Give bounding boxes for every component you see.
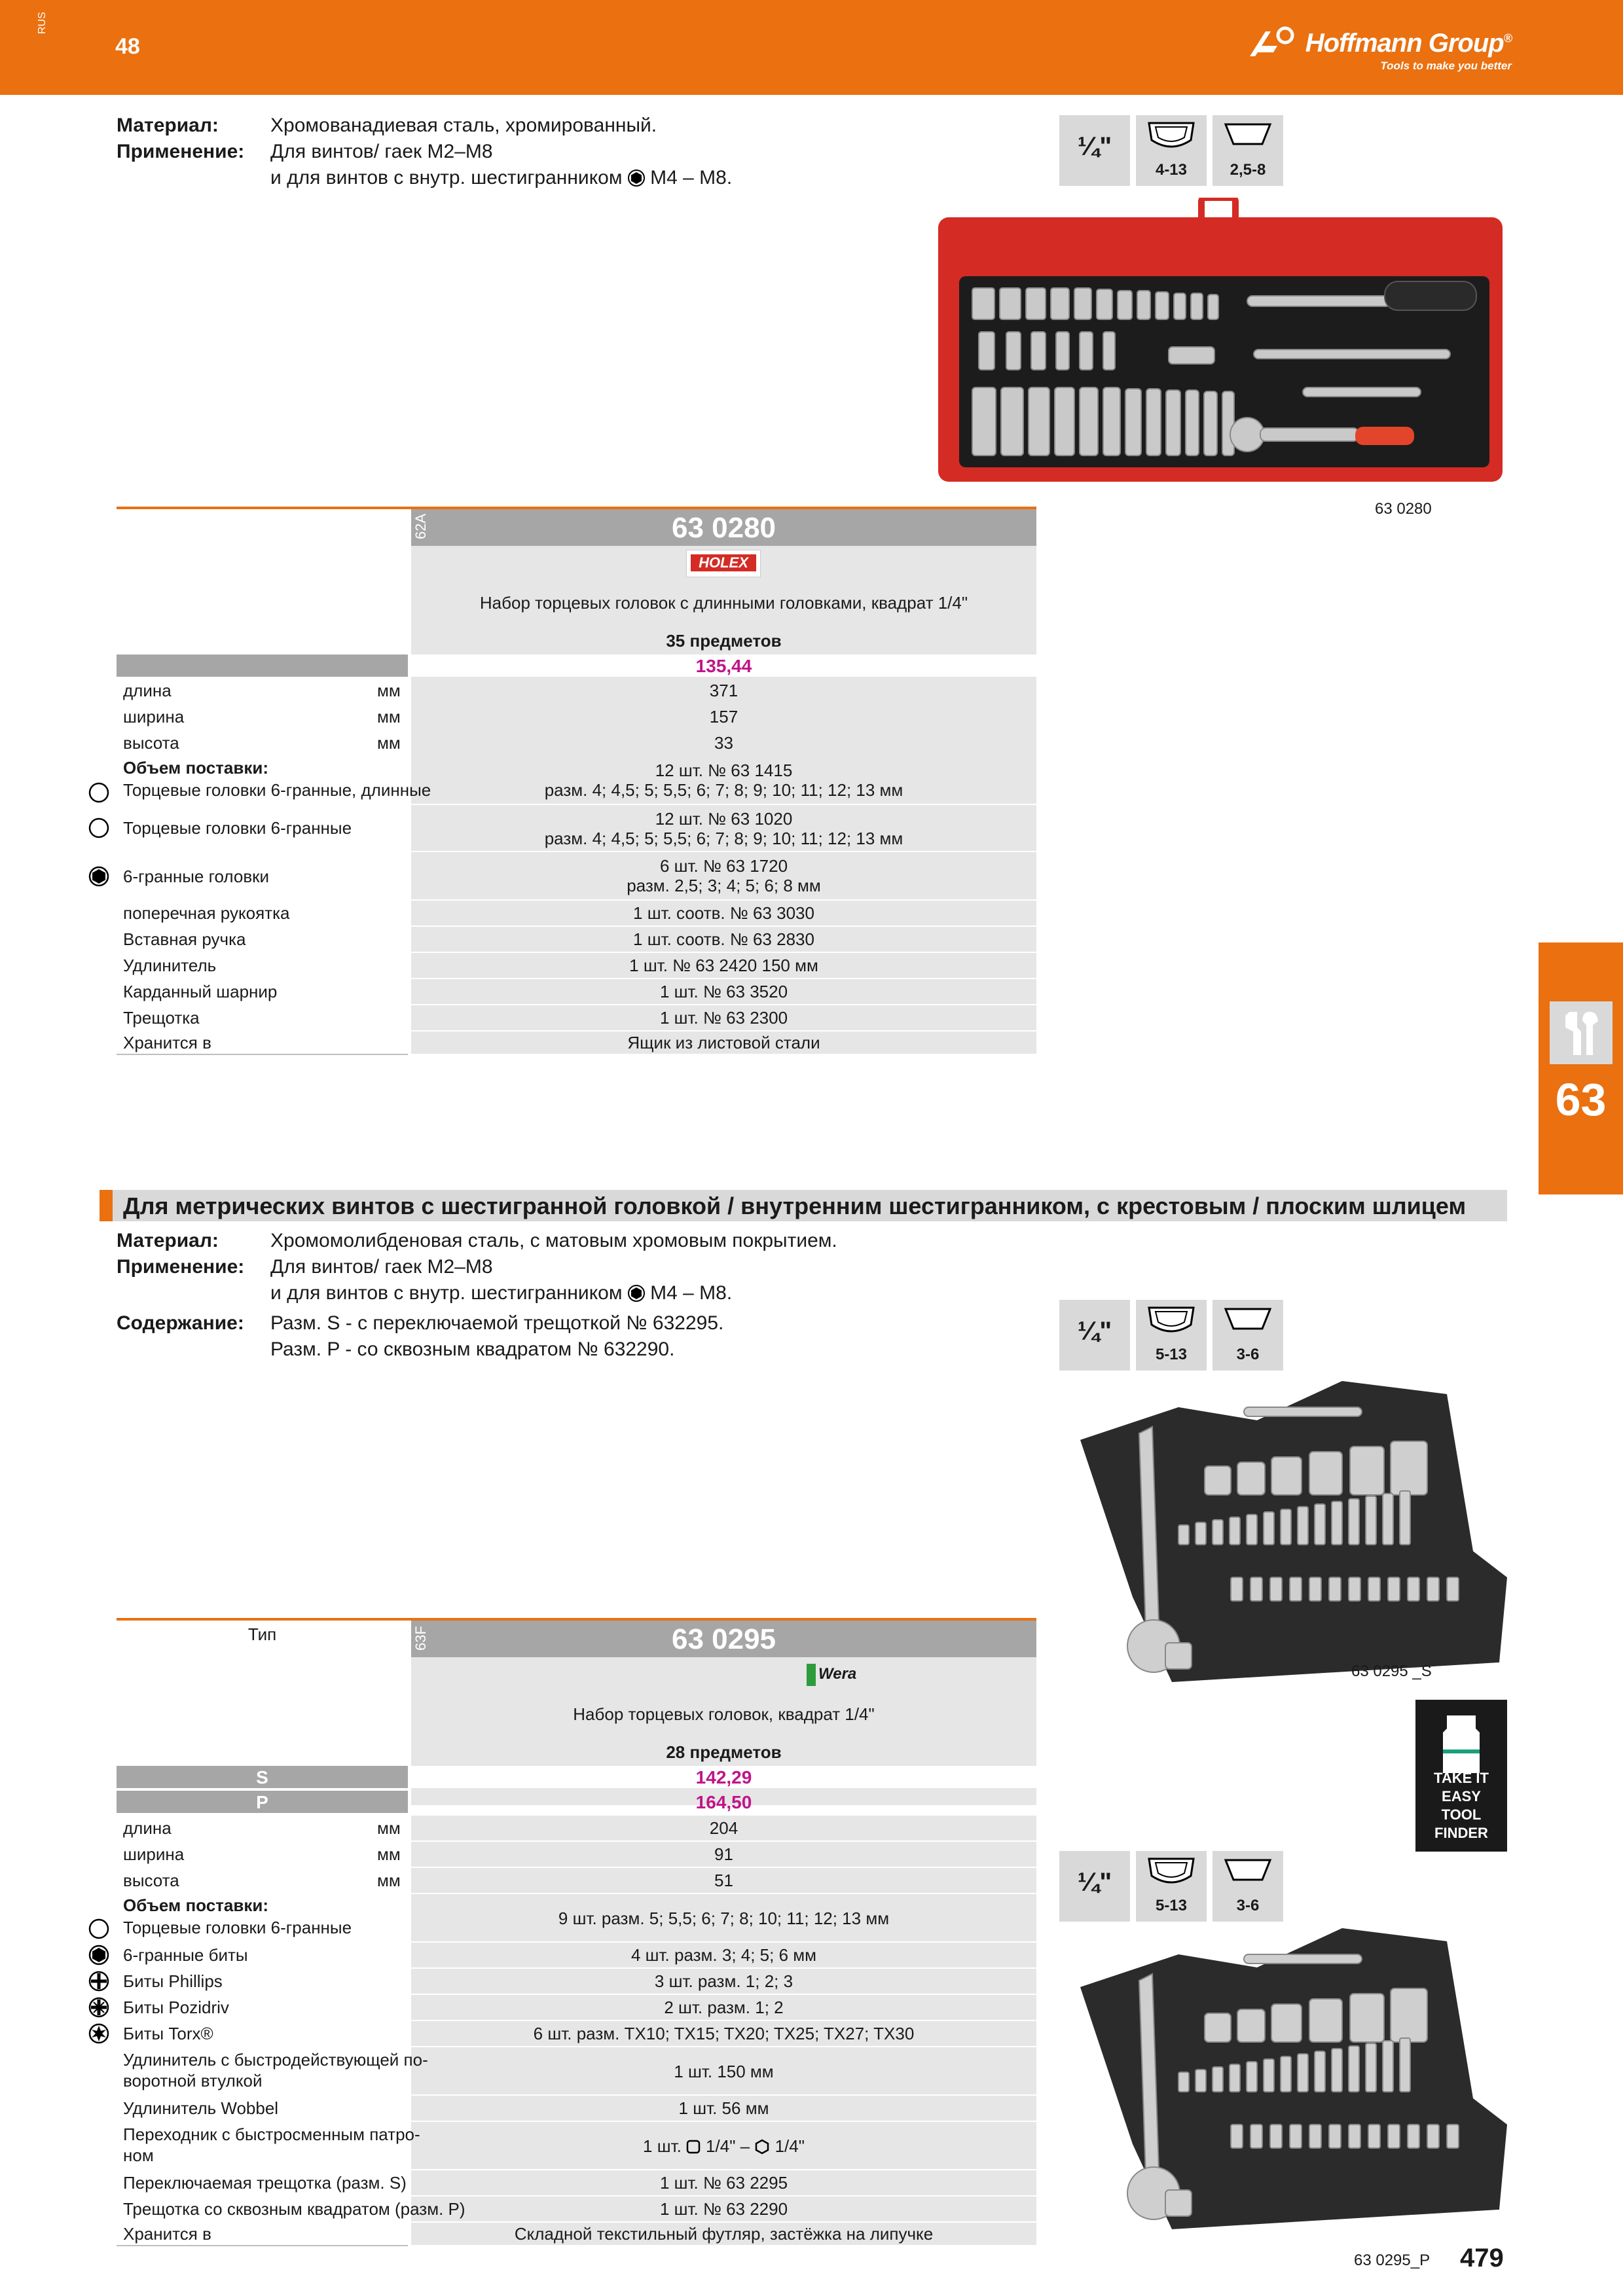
table-row: Удлинитель 1 шт. № 63 2420 150 мм [117, 953, 1036, 978]
usage-label: Применение: [117, 1256, 245, 1278]
material-label: Материал: [117, 115, 219, 136]
table-row: Удлинитель с быстродействующей по- воротной втулкой 1 шт. 150 мм [117, 2047, 1036, 2094]
hex-drive-icon [754, 2139, 770, 2155]
socket-icon [1442, 1713, 1481, 1776]
torx-icon [88, 2022, 110, 2045]
adapter-value: 1 шт. 1/4" – 1/4" [643, 2136, 805, 2156]
table-row: Вставная ручка 1 шт. соотв. № 63 2830 [117, 927, 1036, 952]
price-label-cell [117, 655, 408, 677]
hex-socket-shape-icon [1146, 120, 1196, 151]
table-row: Хранится в Ящик из листовой стали [117, 1031, 1036, 1054]
socket-range-badge: 2,5-8 [1213, 115, 1283, 186]
table-row: Объем поставки: Торцевые головки 6-гранные, длинные 12 шт. № 63 1415 разм. 4; 4,5; 5; 5,5; 6; 7; 8; 9; 10; 11; 12; 13 мм [117, 757, 1036, 804]
tool-finder-badge: TAKE IT EASY TOOL FINDER [1415, 1700, 1507, 1852]
wera-logo: Wera [807, 1661, 869, 1687]
product2-photo-caption-p: 63 0295_P [1354, 2251, 1431, 2269]
usage-line2: и для винтов с внутр. шестигранником M4 – M8. [270, 167, 733, 188]
variant-s-label: S [256, 1767, 268, 1787]
table-row: длина мм 204 [117, 1816, 1036, 1840]
hex-socket-icon [628, 170, 645, 187]
content-label: Содержание: [117, 1312, 244, 1334]
table-row: Трещотка 1 шт. № 63 2300 [117, 1005, 1036, 1030]
table-row: поперечная рукоятка 1 шт. соотв. № 63 3030 [117, 901, 1036, 925]
table-row: высота мм 51 [117, 1868, 1036, 1893]
round-socket-icon [88, 817, 110, 839]
allen-shape-icon [1223, 120, 1273, 151]
article-number: 63 0280 [671, 512, 776, 544]
article-number: 63 0295 [671, 1623, 776, 1655]
usage-label: Применение: [117, 141, 245, 162]
table-row: Хранится в Складной текстильный футляр, застёжка на липучке [117, 2223, 1036, 2245]
side-code: 62A [412, 513, 429, 539]
price: 135,44 [695, 656, 752, 676]
hex-range-badge: 5-13 [1136, 1851, 1207, 1922]
drive-size-badge: ¼" [1059, 115, 1130, 186]
product1-photo-caption: 63 0280 [1375, 500, 1432, 518]
variant-p-price: 164,50 [695, 1792, 752, 1812]
hex-range-badge: 4-13 [1136, 115, 1207, 186]
section-title: Для метрических винтов с шестигранной головкой / внутренним шестигранником, с крестовым / плоским шлицем [123, 1193, 1467, 1219]
table-row: Биты Pozidriv 2 шт. разм. 1; 2 [117, 1995, 1036, 2020]
material-value: Хромованадиевая сталь, хромированный. [270, 115, 657, 136]
phillips-icon [88, 1970, 110, 1992]
table-row: высота мм 33 [117, 730, 1036, 755]
brand-tagline: Tools to make you better [1380, 60, 1512, 72]
hex-bit-icon [88, 1944, 110, 1966]
socket-range-badge: 3-6 [1213, 1851, 1283, 1922]
table-row: Трещотка со сквозным квадратом (разм. P) 1 шт. № 63 2290 [117, 2197, 1036, 2221]
allen-shape-icon [1223, 1305, 1273, 1335]
content-line2: Разм. P - со сквозным квадратом № 632290. [270, 1338, 675, 1360]
table-row: Карданный шарнир 1 шт. № 63 3520 [117, 979, 1036, 1004]
hex-socket-icon [88, 865, 110, 888]
usage-line2: и для винтов с внутр. шестигранником M4 – M8. [270, 1282, 733, 1304]
table-row: Объем поставки: Торцевые головки 6-гранные 9 шт. разм. 5; 5,5; 6; 7; 8; 10; 11; 12; 13 мм [117, 1894, 1036, 1941]
content-line1: Разм. S - с переключаемой трещоткой № 632295. [270, 1312, 724, 1334]
chapter-number: 63 [1555, 1074, 1607, 1125]
product2-table [117, 1618, 1036, 2246]
table-row: Переключаемая трещотка (разм. S) 1 шт. № 63 2295 [117, 2170, 1036, 2195]
chapter-tab [1539, 942, 1623, 1194]
side-code: 63F [412, 1626, 429, 1651]
hex-socket-icon [628, 1285, 645, 1302]
product-title: Набор торцевых головок с длинными головками, квадрат 1/4" [479, 593, 968, 613]
page-number-top: 48 [115, 34, 140, 59]
holex-logo: HOLEX [686, 550, 761, 577]
product2-specs [117, 1228, 968, 1359]
type-label: Тип [247, 1624, 277, 1644]
drive-size-badge: ¼" [1059, 1300, 1130, 1371]
usage-line1: Для винтов/ гаек M2–M8 [270, 1256, 493, 1278]
table-row: Торцевые головки 6-гранные 12 шт. № 63 1020 разм. 4; 4,5; 5; 5,5; 6; 7; 8; 9; 10; 11; 12; 13 мм [117, 805, 1036, 851]
table-row: 6-гранные биты 4 шт. разм. 3; 4; 5; 6 мм [117, 1943, 1036, 1967]
hex-range-badge: 5-13 [1136, 1300, 1207, 1371]
hoffmann-logo-icon [1247, 26, 1300, 59]
brand-name: Hoffmann Group® [1305, 29, 1512, 58]
table-row: длина мм 371 [117, 678, 1036, 703]
table-row: Удлинитель Wobbel 1 шт. 56 мм [117, 2096, 1036, 2121]
delivery-label: Объем поставки: [123, 1895, 269, 1915]
socket-range-badge: 3-6 [1213, 1300, 1283, 1371]
variant-p-label: P [256, 1792, 268, 1812]
brand-block [1305, 29, 1512, 73]
table-row: 6-гранные головки 6 шт. № 63 1720 разм. 2,5; 3; 4; 5; 6; 8 мм [117, 852, 1036, 899]
page-number-bottom: 479 [1460, 2244, 1504, 2272]
table-row: ширина мм 91 [117, 1842, 1036, 1867]
table-row: Переходник с быстросменным патро- ном 1 шт. 1/4" – 1/4" [117, 2122, 1036, 2169]
product2-photo-caption-s: 63 0295 _S [1351, 1662, 1432, 1680]
product1-photo [933, 198, 1508, 487]
delivery-label: Объем поставки: [123, 758, 269, 778]
table-row: Биты Torx® 6 шт. разм. TX10; TX15; TX20; TX25; TX27; TX30 [117, 2021, 1036, 2046]
round-socket-icon [88, 1918, 110, 1940]
hex-socket-shape-icon [1146, 1856, 1196, 1886]
product1-specs [117, 113, 968, 191]
allen-shape-icon [1223, 1856, 1273, 1886]
material-label: Материал: [117, 1230, 219, 1251]
product2-photo-s [1080, 1381, 1507, 1682]
drive-size-badge: ¼" [1059, 1851, 1130, 1922]
product-title: Набор торцевых головок, квадрат 1/4" [573, 1704, 875, 1724]
table-row: Биты Phillips 3 шт. разм. 1; 2; 3 [117, 1969, 1036, 1994]
product2-photo-p [1080, 1928, 1507, 2229]
section-heading [100, 1190, 1507, 1221]
usage-line1: Для винтов/ гаек M2–M8 [270, 141, 493, 162]
variant-s-price: 142,29 [695, 1767, 752, 1787]
square-drive-icon [685, 2139, 701, 2155]
material-value: Хромомолибденовая сталь, с матовым хромовым покрытием. [270, 1230, 837, 1251]
table-row: ширина мм 157 [117, 704, 1036, 729]
tools-icon [1550, 1001, 1613, 1064]
round-socket-icon [88, 781, 110, 804]
pieces-count: 35 предметов [666, 631, 782, 651]
hex-socket-shape-icon [1146, 1305, 1196, 1335]
pozidriv-icon [88, 1996, 110, 2018]
pieces-count: 28 предметов [666, 1742, 782, 1762]
language-code: RUS [37, 12, 48, 34]
product1-table [117, 507, 1036, 1054]
